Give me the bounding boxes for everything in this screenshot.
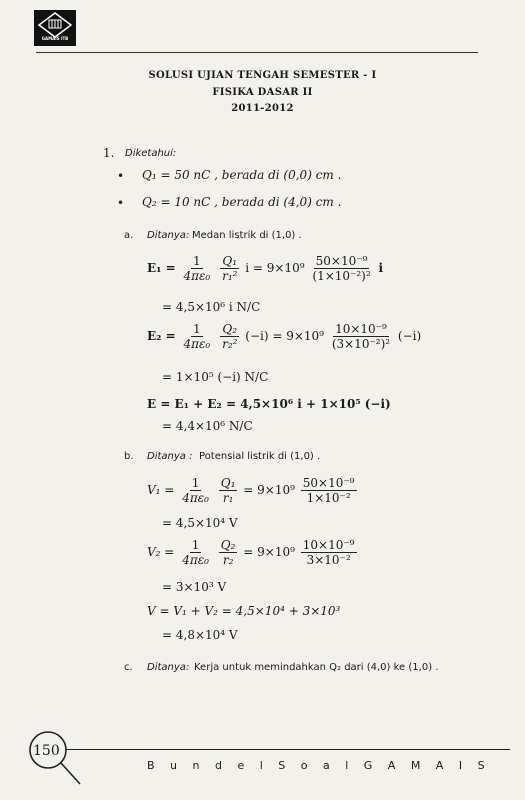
footer-book-title: B u n d e l S o a l G A M A I S bbox=[147, 759, 491, 772]
page-title: SOLUSI UJIAN TENGAH SEMESTER - I bbox=[148, 70, 377, 81]
equation-e1: E₁ = $\frac{1}{\text{4πε₀}}$ $\frac{\text{Q₁}}{\text{r₁²}}$ i = 9×10⁹ $\frac{\text{50×10⁻⁹}}{\text{(1×10⁻²)²}}$ i bbox=[147, 254, 384, 283]
problem-number: 1. bbox=[103, 146, 115, 160]
equation-e2: E₂ = $\frac{1}{\text{4πε₀}}$ $\frac{\text{Q₂}}{\text{r₂²}}$ (−i) = 9×10⁹ $\frac{\text{10×10⁻⁹}}{\text{(3×10⁻²)²}}$ (−i) bbox=[147, 322, 422, 351]
part-b-letter: b. bbox=[124, 451, 134, 462]
logo-text: GAMAIS ITB bbox=[41, 36, 69, 41]
part-a-asked-label: Ditanya: bbox=[147, 230, 190, 241]
equation-e2-result: = 1×10⁵ (−i) N/C bbox=[162, 370, 269, 384]
equation-e-total-result: = 4,4×10⁶ N/C bbox=[162, 419, 253, 433]
page-subtitle: FISIKA DASAR II bbox=[212, 87, 313, 98]
equation-v1: V₁ = $\frac{1}{\text{4πε₀}}$ $\frac{\text{Q₁}}{\text{r₁}}$ = 9×10⁹ $\frac{\text{50×10⁻⁹}}{\text{1×10⁻²}}$ bbox=[147, 476, 355, 505]
part-c-asked-label: Ditanya: bbox=[147, 662, 190, 673]
logo bbox=[34, 10, 76, 46]
given-charge-1: Q₁ = 50 nC , berada di (0,0) cm . bbox=[142, 168, 342, 182]
given-charge-2: Q₂ = 10 nC , berada di (4,0) cm . bbox=[142, 195, 342, 209]
equation-v1-result: = 4,5×10⁴ V bbox=[162, 516, 238, 530]
bullet-dot: • bbox=[117, 169, 125, 183]
part-c-asked-text: Kerja untuk memindahkan Q₂ dari (4,0) ke (1,0) . bbox=[194, 662, 439, 673]
part-b-asked-text: Potensial listrik di (1,0) . bbox=[199, 451, 321, 462]
page-number: 150 bbox=[33, 743, 60, 759]
part-a-letter: a. bbox=[124, 230, 134, 241]
part-a-asked-text: Medan listrik di (1,0) . bbox=[192, 230, 302, 241]
equation-v-total-result: = 4,8×10⁴ V bbox=[162, 628, 238, 642]
equation-e-total: E = E₁ + E₂ = 4,5×10⁶ i + 1×10⁵ (−i) bbox=[147, 397, 391, 411]
bullet-dot: • bbox=[117, 196, 125, 210]
part-b-asked-label: Ditanya : bbox=[147, 451, 193, 462]
known-label: Diketahui: bbox=[125, 148, 177, 159]
equation-v2: V₂ = $\frac{1}{\text{4πε₀}}$ $\frac{\text{Q₂}}{\text{r₂}}$ = 9×10⁹ $\frac{\text{10×10⁻⁹}}{\text{3×10⁻²}}$ bbox=[147, 538, 355, 567]
equation-e1-result: = 4,5×10⁶ i N/C bbox=[162, 300, 261, 314]
header-rule bbox=[36, 52, 478, 53]
equation-v2-result: = 3×10³ V bbox=[162, 580, 227, 594]
page-year: 2011-2012 bbox=[231, 103, 294, 114]
equation-v-total: V = V₁ + V₂ = 4,5×10⁴ + 3×10³ bbox=[147, 604, 341, 618]
part-c-letter: c. bbox=[124, 662, 133, 673]
footer-rule bbox=[66, 749, 510, 750]
